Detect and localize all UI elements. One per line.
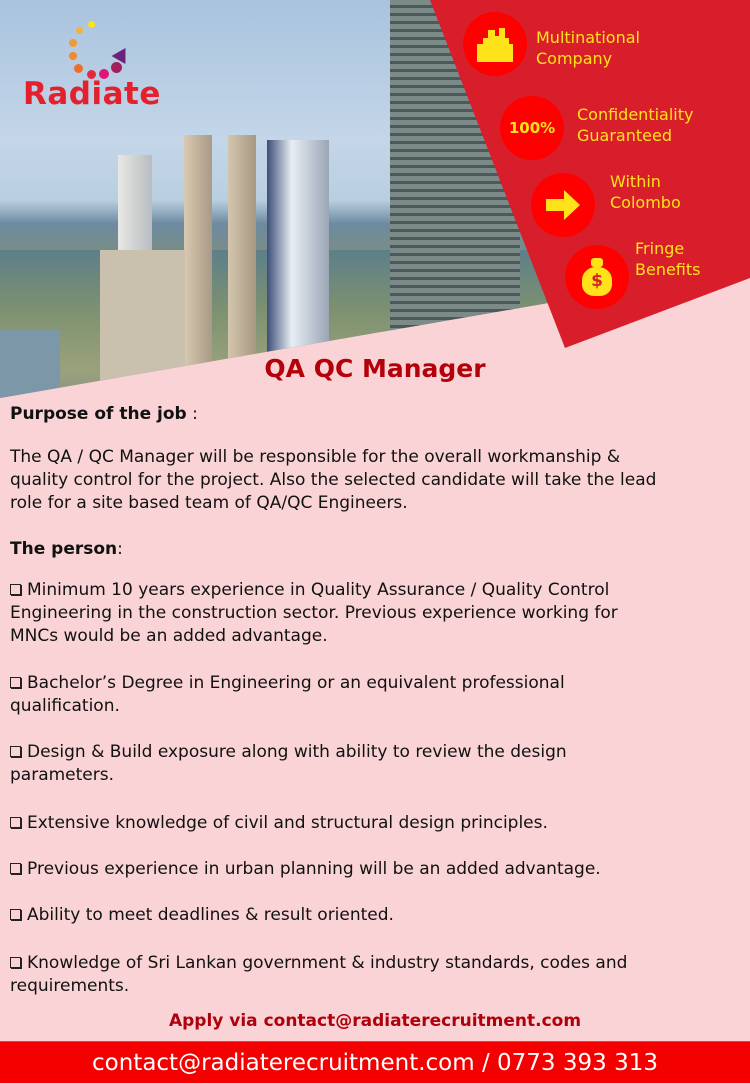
requirement-item: Ability to meet deadlines & result oriented. [10,904,394,927]
job-title: QA QC Manager [264,354,486,383]
arrow-right-icon [531,173,595,237]
requirement-item: Bachelor’s Degree in Engineering or an equivalent professional qualification. [10,673,565,716]
checkbox-bullet-icon [10,863,21,874]
apply-link[interactable]: Apply via contact@radiaterecruitment.com [168,1011,582,1031]
feature-benefits: Fringe Benefits [635,239,701,279]
purpose-heading: Purpose of the job : [10,404,198,424]
checkbox-bullet-icon [10,957,21,968]
requirement-item: Previous experience in urban planning will be an added advantage. [10,858,601,881]
requirement-item: Extensive knowledge of civil and structural design principles. [10,812,548,835]
checkbox-bullet-icon [10,909,21,920]
checkbox-bullet-icon [10,584,21,595]
feature-confidentiality: Confidentiality Guaranteed [577,105,694,145]
requirement-item: Design & Build exposure along with ability to review the design parameters. [10,742,567,785]
percent-badge-icon: 100% [500,96,564,160]
logo-wordmark: Radiate [23,76,161,112]
requirement-item: Minimum 10 years experience in Quality Assurance / Quality Control Engineering in the construction sector. Previous experience working for MNCs would be an added advantage. [10,580,618,646]
feature-multinational: Multinational Company [536,28,640,68]
feature-location: Within Colombo [610,172,681,212]
checkbox-bullet-icon [10,677,21,688]
person-heading: The person: [10,539,123,559]
purpose-text: The QA / QC Manager will be responsible for the overall workmanship & quality control for the project. Also the selected candidate will take the lead role for a site based team of QA/QC Engineers. [10,447,657,513]
checkbox-bullet-icon [10,817,21,828]
requirement-item: Knowledge of Sri Lankan government & industry standards, codes and requirements. [10,953,628,996]
money-bag-icon: $ [565,245,629,309]
contact-footer: contact@radiaterecruitment.com / 0773 393 313 [0,1041,750,1083]
checkbox-bullet-icon [10,746,21,757]
buildings-icon [463,12,527,76]
